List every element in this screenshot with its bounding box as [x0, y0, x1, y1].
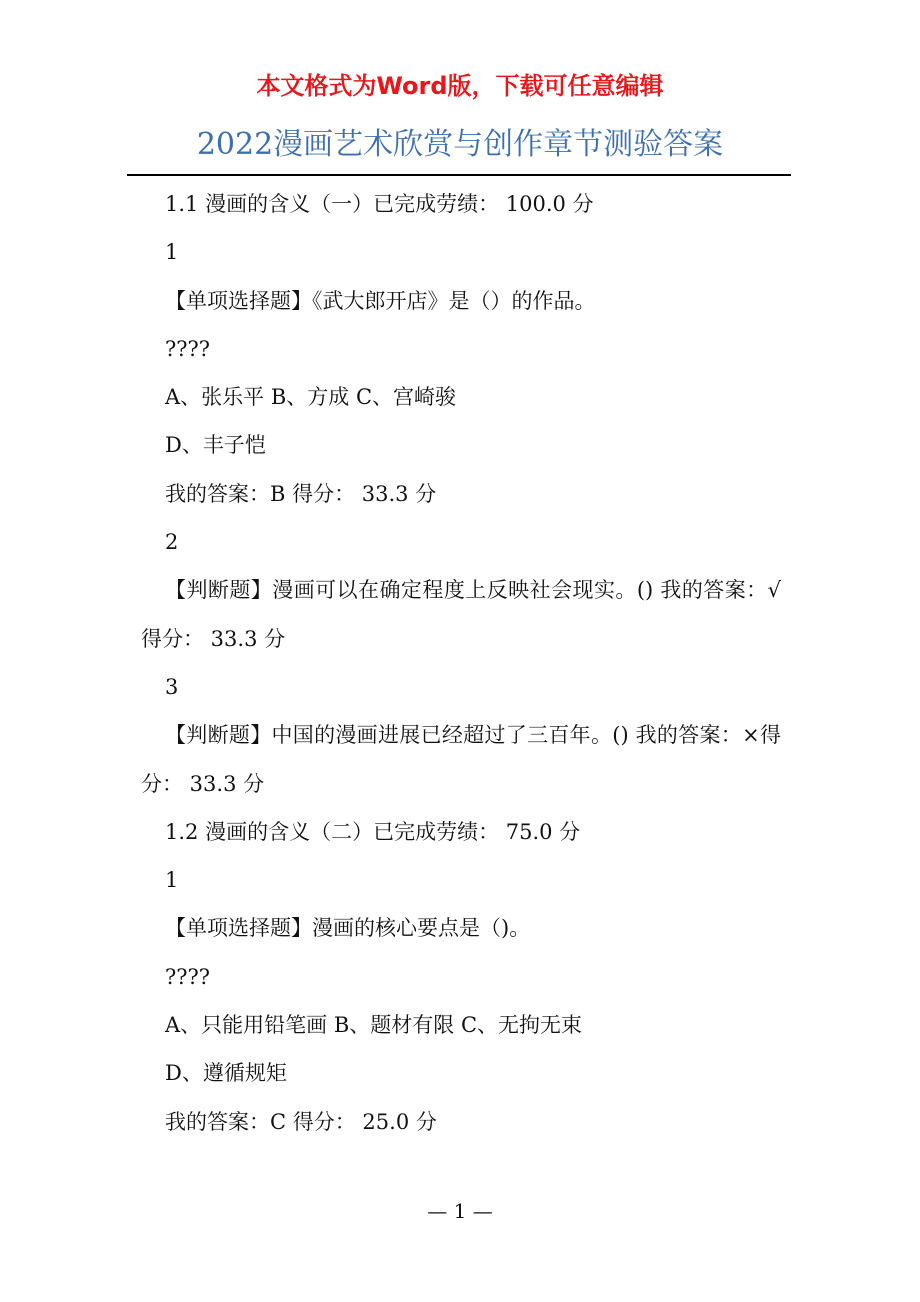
section-heading: 1.1 漫画的含义（一）已完成劳绩： 100.0 分: [165, 192, 594, 216]
question-number: 1: [165, 240, 179, 265]
question-text: 【单项选择题】漫画的核心要点是（)。: [165, 916, 531, 941]
page-number: — 1 —: [427, 1199, 493, 1223]
my-answer: 我的答案：C 得分： 25.0 分: [165, 1109, 437, 1134]
question-number: 1: [165, 868, 179, 893]
section-heading: 1.2 漫画的含义（二）已完成劳绩： 75.0 分: [165, 819, 581, 844]
placeholder-marks: ????: [165, 336, 211, 361]
question-text: 【判断题】漫画可以在确定程度上反映社会现实。() 我的答案：√得分： 33.3 分: [141, 578, 781, 651]
answer-options: A、张乐平 B、方成 C、宫崎骏: [165, 385, 457, 410]
document-title: 2022漫画艺术欣赏与创作章节测验答案: [196, 127, 724, 162]
answer-options: A、只能用铅笔画 B、题材有限 C、无拘无束: [165, 1013, 583, 1038]
download-notice: 本文格式为Word版，下载可任意编辑: [256, 72, 664, 100]
document-body: [141, 180, 781, 1146]
question-text: 【判断题】中国的漫画进展已经超过了三百年。() 我的答案：×得分： 33.3 分: [141, 723, 781, 796]
answer-options: D、遵循规矩: [165, 1061, 287, 1086]
question-number: 3: [165, 674, 179, 699]
question-text: 【单项选择题】《武大郎开店》是（）的作品。: [165, 288, 596, 313]
answer-options: D、丰子恺: [165, 433, 266, 458]
placeholder-marks: ????: [165, 964, 211, 989]
my-answer: 我的答案：B 得分： 33.3 分: [165, 481, 437, 506]
title-divider: [127, 174, 791, 176]
question-number: 2: [165, 530, 179, 555]
